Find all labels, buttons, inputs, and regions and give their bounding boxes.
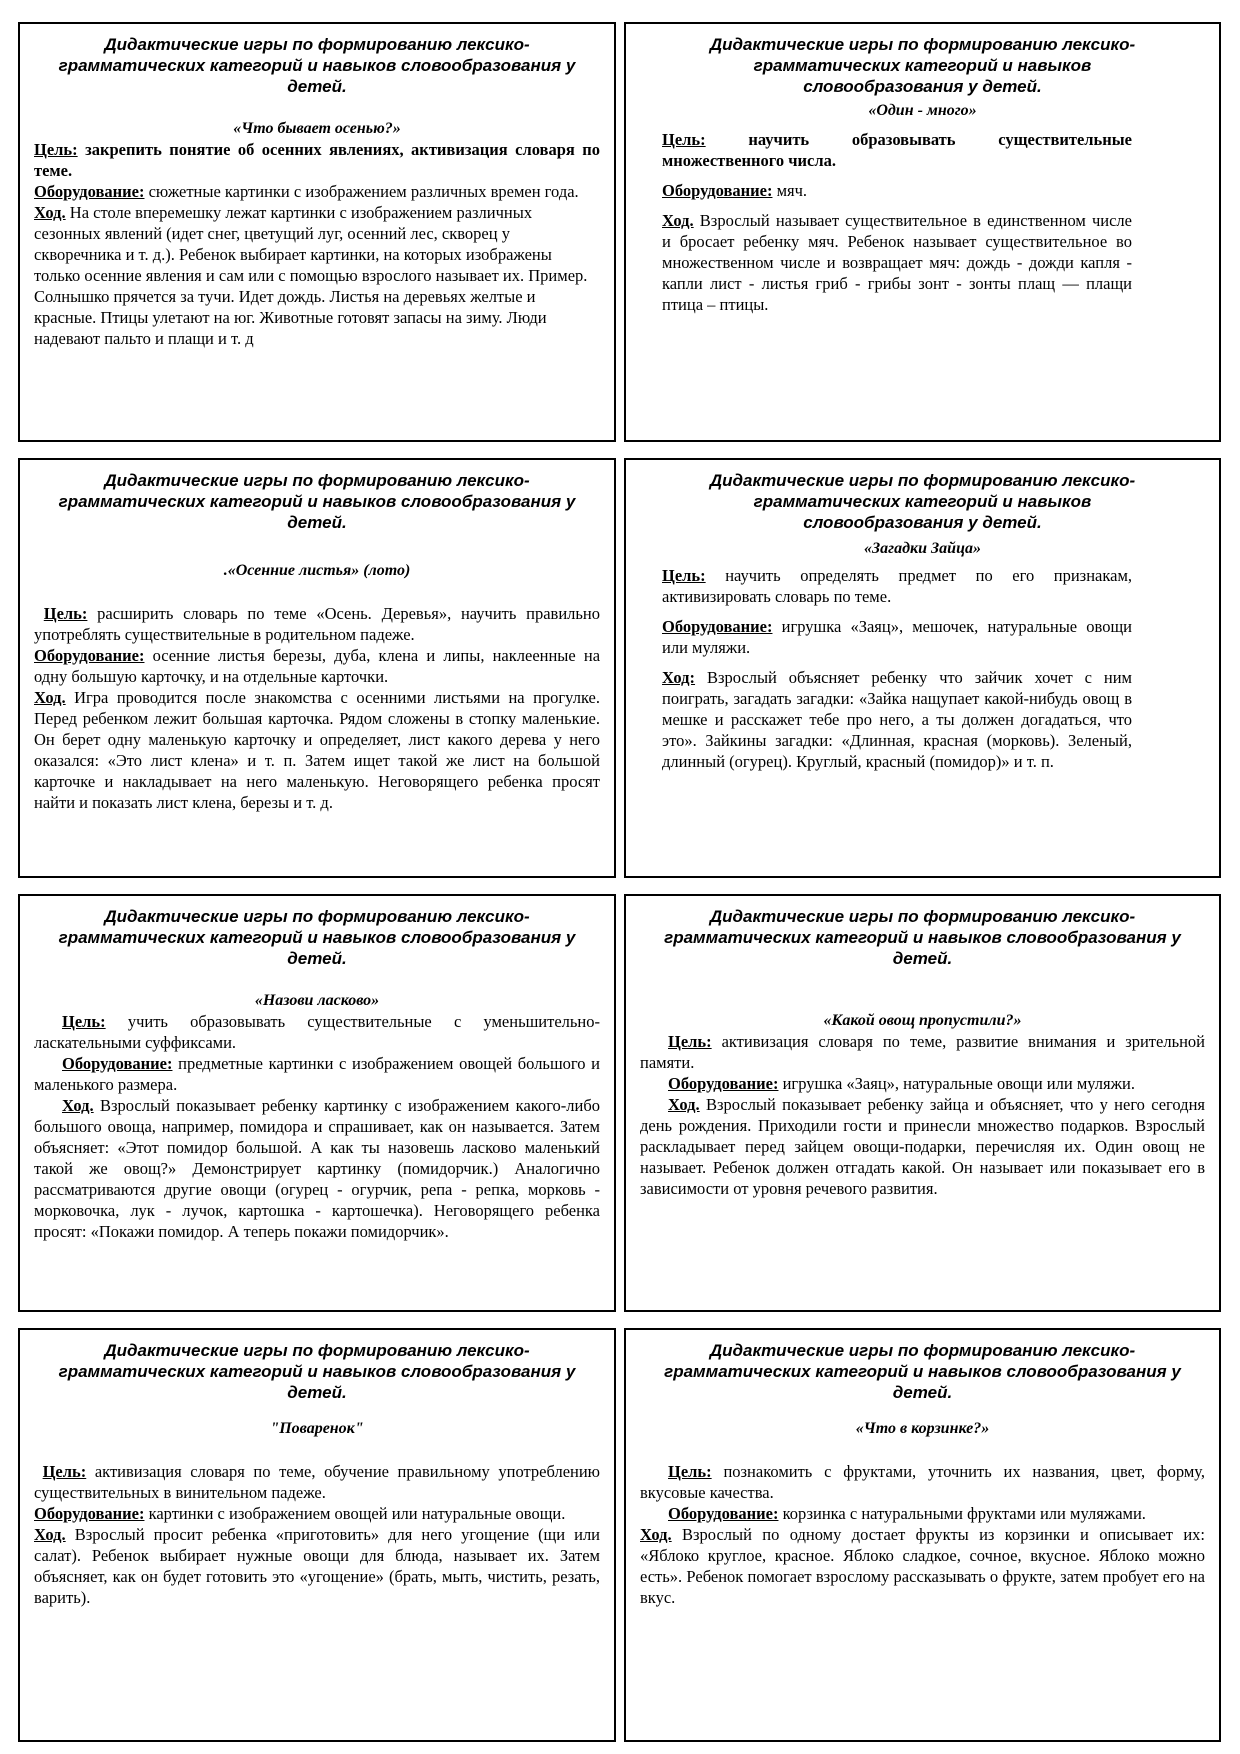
game-card-5 (18, 894, 616, 1312)
game-card-2 (624, 22, 1221, 442)
card-heading: Дидактические игры по формированию лексико-грамматических категорий и навыков словообразования у детей. (709, 35, 1136, 96)
course-text: Взрослый объясняет ребенку что зайчик хочет с ним поиграть, загадать загадки: «Зайка нащупает какой-нибудь овощ в мешке и расскажет тебе про него, а ты должен догадаться, что это». Зайкины загадки: «Длинная, красная (морковь). Зеленый, длинный (огурец). Круглый, красный (помидор)» и т. п. (662, 668, 1132, 771)
game-card-7 (18, 1328, 616, 1742)
equipment-label: Оборудование: (668, 1074, 779, 1093)
goal-text: расширить словарь по теме «Осень. Деревья», научить правильно употреблять существительные в родительном падеже. (34, 604, 601, 644)
goal-label: Цель: (43, 604, 88, 623)
equipment-paragraph (662, 616, 1132, 658)
equipment-text: корзинка с натуральными фруктами или муляжами. (782, 1504, 1146, 1523)
goal-paragraph (34, 1461, 600, 1503)
equipment-text: мяч. (776, 181, 808, 200)
card-heading: Дидактические игры по формированию лексико-грамматических категорий и навыков словообразования у детей. (58, 471, 576, 532)
goal-text: учить образовывать существительные с уменьшительно-ласкательными суффиксами. (34, 1012, 601, 1052)
goal-label: Цель: (62, 1012, 106, 1031)
game-title: «Какой овощ пропустили?» (823, 1012, 1022, 1029)
goal-label: Цель: (34, 140, 78, 159)
course-paragraph (640, 1094, 1205, 1199)
equipment-label: Оборудование: (34, 1504, 145, 1523)
card-heading: Дидактические игры по формированию лексико-грамматических категорий и навыков словообразования у детей. (58, 1341, 576, 1402)
course-paragraph (34, 1095, 600, 1242)
goal-label: Цель: (42, 1462, 87, 1481)
equipment-label: Оборудование: (34, 182, 145, 201)
equipment-paragraph (662, 180, 1132, 201)
goal-paragraph (662, 129, 1132, 171)
equipment-label: Оборудование: (62, 1054, 173, 1073)
card-heading: Дидактические игры по формированию лексико-грамматических категорий и навыков словообразования у детей. (664, 1341, 1181, 1402)
equipment-label: Оборудование: (34, 646, 145, 665)
course-text: Взрослый показывает ребенку картинку с изображением какого-либо большого овоща, например, помидора и спрашивает, как он называется. Затем объясняет: «Этот помидор большой. А как ты назовешь ласково маленький такой же овощ?» Демонстрирует картинку (помидорчик.) Аналогично рассматриваются другие овощи (огурец - огурчик, репа - репка, морковь - морковочка, лук - лучок, картошка - картошечка). Неговорящего ребенка просят: «Покажи помидор. А теперь покажи помидорчик». (34, 1096, 601, 1241)
game-card-6 (624, 894, 1221, 1312)
course-label: Ход. (34, 203, 66, 222)
equipment-text: осенние листья березы, дуба, клена и липы, наклеенные на одну большую карточку, и на отдельные карточки. (34, 646, 601, 686)
goal-paragraph (34, 603, 600, 645)
goal-paragraph (34, 1011, 600, 1053)
game-card-1 (18, 22, 616, 442)
course-text: Игра проводится после знакомства с осенними листьями на прогулке. Перед ребенком лежит большая карточка. Рядом сложены в стопку маленькие. Он берет одну маленькую карточку и определяет, лист какого дерева у него оказался: «Это лист клена» и т. п. Затем ищет такой же лист на большой карточке и накладывает на него маленькую. Неговорящего ребенка просят найти и показать лист клена, березы и т. д. (34, 688, 600, 812)
goal-label: Цель: (668, 1032, 712, 1051)
course-text: Взрослый называет существительное в единственном числе и бросает ребенку мяч. Ребенок называет существительное во множественном числе и возвращает мяч: дождь - дожди капля - капли лист - листья гриб - грибы зонт - зонты плащ — плащи птица – птицы. (662, 211, 1132, 314)
equipment-paragraph (34, 645, 600, 687)
equipment-label: Оборудование: (662, 617, 773, 636)
course-paragraph (640, 1524, 1205, 1608)
goal-text: научить определять предмет по его признакам, активизировать словарь по теме. (662, 566, 1133, 606)
goal-paragraph (640, 1031, 1205, 1073)
game-title: «Загадки Зайца» (864, 540, 981, 557)
equipment-label: Оборудование: (662, 181, 773, 200)
course-paragraph (662, 210, 1132, 315)
equipment-paragraph (34, 1503, 600, 1524)
course-label: Ход. (662, 211, 694, 230)
card-heading: Дидактические игры по формированию лексико-грамматических категорий и навыков словообразования у детей. (664, 907, 1181, 968)
course-text: Взрослый показывает ребенку зайца и объясняет, что у него сегодня день рождения. Приходили гости и принесли множество подарков. Взрослый раскладывает перед зайцем овощи-подарки, перечисляя их. Один овощ не называет. Ребенок должен отгадать какой. Он называет или показывает его в зависимости от уровня речевого развития. (640, 1095, 1205, 1198)
equipment-text: игрушка «Заяц», натуральные овощи или муляжи. (782, 1074, 1135, 1093)
course-text: Взрослый просит ребенка «приготовить» для него угощение (щи или салат). Ребенок выбирает нужные овощи для блюда, называет их. Затем объясняет, как он будет готовить это «угощение» (брать, мыть, чистить, резать, варить). (34, 1525, 601, 1607)
equipment-paragraph (640, 1073, 1205, 1094)
course-paragraph (34, 1524, 600, 1608)
game-title: «Что в корзинке?» (855, 1420, 990, 1437)
goal-label: Цель: (668, 1462, 712, 1481)
goal-paragraph (662, 565, 1132, 607)
course-label: Ход. (62, 1096, 94, 1115)
equipment-label: Оборудование: (668, 1504, 779, 1523)
equipment-text: предметные картинки с изображением овощей большого и маленького размера. (34, 1054, 600, 1094)
game-title: "Поваренок" (270, 1420, 364, 1437)
equipment-text: картинки с изображением овощей или натуральные овощи. (148, 1504, 566, 1523)
course-label: Ход. (34, 688, 66, 707)
game-title: «Один - много» (868, 102, 977, 119)
game-title: .«Осенние листья» (лото) (223, 562, 411, 579)
course-text: На столе вперемешку лежат картинки с изображением различных сезонных явлений (идет снег, цветущий луг, осенний лес, скворец у скворечника и т. д.). Ребенок выбирает картинки, на которых изображены только осенние явления и сам или с помощью взрослого называет их. Пример. Солнышко прячется за тучи. Идет дождь. Листья на деревьях желтые и красные. Птицы улетают на юг. Животные готовят запасы на зиму. Люди надевают пальто и плащи и т. д (34, 203, 588, 348)
game-card-3 (18, 458, 616, 878)
equipment-paragraph (34, 1053, 600, 1095)
goal-label: Цель: (662, 566, 706, 585)
course-paragraph (662, 667, 1132, 772)
game-title: «Что бывает осенью?» (233, 120, 401, 137)
equipment-paragraph (34, 181, 600, 202)
course-paragraph (34, 202, 600, 349)
course-label: Ход: (662, 668, 696, 687)
card-heading: Дидактические игры по формированию лексико-грамматических категорий и навыков словообразования у детей. (58, 35, 576, 96)
course-label: Ход. (668, 1095, 700, 1114)
goal-paragraph (34, 139, 600, 181)
goal-text: активизация словаря по теме, обучение правильному употреблению существительных в винительном падеже. (34, 1462, 601, 1502)
equipment-text: игрушка «Заяц», мешочек, натуральные овощи или муляжи. (662, 617, 1132, 657)
goal-label: Цель: (662, 130, 706, 149)
card-heading: Дидактические игры по формированию лексико-грамматических категорий и навыков словообразования у детей. (58, 907, 576, 968)
goal-text: научить образовывать существительные множественного числа. (662, 130, 1132, 170)
goal-paragraph (640, 1461, 1205, 1503)
game-card-8 (624, 1328, 1221, 1742)
course-paragraph (34, 687, 600, 813)
course-label: Ход. (640, 1525, 672, 1544)
card-heading: Дидактические игры по формированию лексико-грамматических категорий и навыков словообразования у детей. (709, 471, 1136, 532)
equipment-text: сюжетные картинки с изображением различных времен года. (148, 182, 579, 201)
course-label: Ход. (34, 1525, 66, 1544)
game-card-4 (624, 458, 1221, 878)
goal-text: активизация словаря по теме, развитие внимания и зрительной памяти. (640, 1032, 1205, 1072)
game-title: «Назови ласково» (254, 992, 380, 1009)
goal-text: познакомить с фруктами, уточнить их названия, цвет, форму, вкусовые качества. (640, 1462, 1206, 1502)
equipment-paragraph (640, 1503, 1205, 1524)
goal-text: закрепить понятие об осенних явлениях, активизация словаря по теме. (34, 140, 601, 180)
course-text: Взрослый по одному достает фрукты из корзинки и описывает их: «Яблоко круглое, красное. Яблоко сладкое, сочное, вкусное. Яблоко можно есть». Ребенок помогает взрослому рассказывать о фрукте, затем пробует его на вкус. (640, 1525, 1205, 1607)
